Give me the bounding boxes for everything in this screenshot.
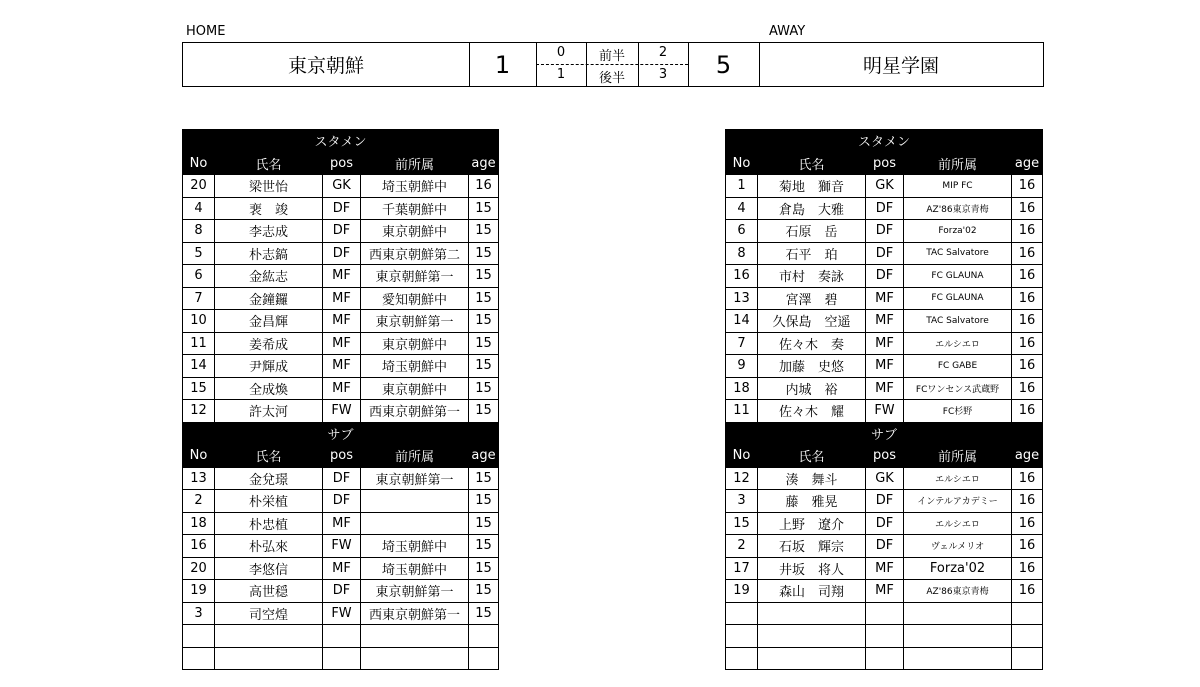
player-age: 16 bbox=[1012, 175, 1043, 198]
first-half-away-score: 2 bbox=[658, 45, 668, 60]
player-number: 3 bbox=[726, 490, 758, 513]
player-former-club: 東京朝鮮第一 bbox=[361, 467, 469, 490]
player-position bbox=[866, 647, 904, 670]
column-header: 氏名 bbox=[758, 152, 866, 175]
player-number: 15 bbox=[183, 377, 215, 400]
subs-title: サブ bbox=[726, 422, 1043, 445]
player-age: 15 bbox=[469, 602, 499, 625]
player-position: GK bbox=[866, 467, 904, 490]
player-name: 久保島 空遥 bbox=[758, 310, 866, 333]
player-age: 16 bbox=[1012, 512, 1043, 535]
second-half-home-score: 1 bbox=[556, 67, 566, 82]
player-position: DF bbox=[323, 197, 361, 220]
player-name: 金紘志 bbox=[215, 265, 323, 288]
player-position: MF bbox=[323, 287, 361, 310]
player-row bbox=[726, 332, 1043, 355]
player-row bbox=[726, 580, 1043, 603]
home-roster-table bbox=[182, 129, 499, 670]
player-row bbox=[726, 400, 1043, 423]
column-header: 氏名 bbox=[758, 445, 866, 468]
player-position: FW bbox=[866, 400, 904, 423]
player-name: 梁世怡 bbox=[215, 175, 323, 198]
player-name: 菊地 獅音 bbox=[758, 175, 866, 198]
column-header: pos bbox=[323, 445, 361, 468]
player-row bbox=[726, 490, 1043, 513]
player-number: 20 bbox=[183, 557, 215, 580]
player-former-club: 埼玉朝鮮中 bbox=[361, 355, 469, 378]
player-former-club: 西東京朝鮮第一 bbox=[361, 602, 469, 625]
player-name bbox=[758, 625, 866, 648]
column-header: 前所属 bbox=[361, 152, 469, 175]
player-position: MF bbox=[323, 332, 361, 355]
player-row bbox=[726, 512, 1043, 535]
player-row bbox=[726, 310, 1043, 333]
player-row bbox=[183, 242, 499, 265]
player-former-club: 東京朝鮮中 bbox=[361, 220, 469, 243]
player-former-club: 千葉朝鮮中 bbox=[361, 197, 469, 220]
player-position: DF bbox=[323, 242, 361, 265]
player-age: 16 bbox=[1012, 242, 1043, 265]
player-position: DF bbox=[323, 467, 361, 490]
column-header: No bbox=[726, 445, 758, 468]
player-number: 11 bbox=[726, 400, 758, 423]
player-age: 16 bbox=[1012, 355, 1043, 378]
player-number: 15 bbox=[726, 512, 758, 535]
player-former-club: 東京朝鮮第一 bbox=[361, 310, 469, 333]
player-position bbox=[323, 625, 361, 648]
player-position: GK bbox=[866, 175, 904, 198]
player-row bbox=[726, 467, 1043, 490]
away-label: AWAY bbox=[769, 24, 806, 39]
player-row bbox=[726, 377, 1043, 400]
player-name: 朴忠植 bbox=[215, 512, 323, 535]
player-age: 16 bbox=[1012, 332, 1043, 355]
player-row bbox=[726, 265, 1043, 288]
player-former-club: 東京朝鮮中 bbox=[361, 377, 469, 400]
player-number: 9 bbox=[726, 355, 758, 378]
player-former-club: 埼玉朝鮮中 bbox=[361, 175, 469, 198]
player-row bbox=[726, 220, 1043, 243]
player-former-club bbox=[361, 647, 469, 670]
player-number: 4 bbox=[183, 197, 215, 220]
player-position: MF bbox=[323, 265, 361, 288]
player-age: 16 bbox=[1012, 535, 1043, 558]
column-header: pos bbox=[866, 152, 904, 175]
player-number bbox=[726, 602, 758, 625]
player-number: 19 bbox=[183, 580, 215, 603]
player-row bbox=[183, 400, 499, 423]
column-header: 前所属 bbox=[361, 445, 469, 468]
player-number: 14 bbox=[726, 310, 758, 333]
player-number: 16 bbox=[183, 535, 215, 558]
player-position bbox=[323, 647, 361, 670]
column-header: No bbox=[183, 445, 215, 468]
player-former-club: 西東京朝鮮第二 bbox=[361, 242, 469, 265]
player-age: 16 bbox=[1012, 400, 1043, 423]
player-row bbox=[183, 265, 499, 288]
column-header: pos bbox=[866, 445, 904, 468]
player-name: 上野 遼介 bbox=[758, 512, 866, 535]
first-half-home-score: 0 bbox=[556, 45, 566, 60]
player-number: 10 bbox=[183, 310, 215, 333]
player-age: 16 bbox=[1012, 377, 1043, 400]
player-age: 16 bbox=[1012, 557, 1043, 580]
player-former-club: TAC Salvatore bbox=[904, 242, 1012, 265]
player-row bbox=[183, 625, 499, 648]
player-former-club: FC杉野 bbox=[904, 400, 1012, 423]
column-header-row bbox=[183, 445, 499, 468]
player-position: DF bbox=[323, 490, 361, 513]
player-number bbox=[726, 625, 758, 648]
player-position: DF bbox=[866, 490, 904, 513]
player-former-club: AZ'86東京青梅 bbox=[904, 580, 1012, 603]
column-header: 氏名 bbox=[215, 152, 323, 175]
player-former-club bbox=[904, 602, 1012, 625]
player-number: 6 bbox=[726, 220, 758, 243]
player-position: FW bbox=[323, 602, 361, 625]
player-name: 内城 裕 bbox=[758, 377, 866, 400]
player-former-club bbox=[361, 490, 469, 513]
player-position: FW bbox=[323, 400, 361, 423]
player-name: 朴志鎬 bbox=[215, 242, 323, 265]
player-name: 許太河 bbox=[215, 400, 323, 423]
player-former-club: 東京朝鮮第一 bbox=[361, 580, 469, 603]
player-row bbox=[183, 175, 499, 198]
player-age: 16 bbox=[1012, 287, 1043, 310]
player-row bbox=[183, 490, 499, 513]
player-age: 16 bbox=[1012, 220, 1043, 243]
player-position: DF bbox=[323, 580, 361, 603]
player-number: 7 bbox=[183, 287, 215, 310]
player-age bbox=[469, 625, 499, 648]
column-header-row bbox=[183, 152, 499, 175]
column-header: age bbox=[1012, 152, 1043, 175]
player-number: 2 bbox=[183, 490, 215, 513]
player-number: 2 bbox=[726, 535, 758, 558]
player-position bbox=[866, 602, 904, 625]
player-position: MF bbox=[866, 332, 904, 355]
player-number bbox=[183, 647, 215, 670]
column-header: age bbox=[469, 152, 499, 175]
player-former-club: エルシエロ bbox=[904, 467, 1012, 490]
home-label: HOME bbox=[186, 24, 226, 39]
player-age bbox=[1012, 625, 1043, 648]
player-number: 4 bbox=[726, 197, 758, 220]
column-header: 前所属 bbox=[904, 152, 1012, 175]
player-position: MF bbox=[866, 355, 904, 378]
player-row bbox=[183, 355, 499, 378]
player-name: 李悠信 bbox=[215, 557, 323, 580]
player-age: 15 bbox=[469, 310, 499, 333]
starters-title: スタメン bbox=[726, 130, 1043, 153]
scoreboard bbox=[182, 42, 1044, 87]
player-former-club: FC GLAUNA bbox=[904, 265, 1012, 288]
player-age: 16 bbox=[1012, 490, 1043, 513]
player-former-club: FC GABE bbox=[904, 355, 1012, 378]
player-number bbox=[183, 625, 215, 648]
player-former-club bbox=[904, 625, 1012, 648]
player-former-club: 埼玉朝鮮中 bbox=[361, 535, 469, 558]
player-number: 7 bbox=[726, 332, 758, 355]
player-age: 15 bbox=[469, 490, 499, 513]
player-age: 16 bbox=[1012, 197, 1043, 220]
player-position: MF bbox=[866, 557, 904, 580]
player-former-club bbox=[904, 647, 1012, 670]
player-row bbox=[726, 625, 1043, 648]
player-former-club: ヴェルメリオ bbox=[904, 535, 1012, 558]
player-position: MF bbox=[323, 512, 361, 535]
player-position: DF bbox=[866, 265, 904, 288]
player-number: 1 bbox=[726, 175, 758, 198]
player-age: 16 bbox=[1012, 265, 1043, 288]
player-position: DF bbox=[323, 220, 361, 243]
player-name: 森山 司翔 bbox=[758, 580, 866, 603]
player-name: 石平 珀 bbox=[758, 242, 866, 265]
player-number: 3 bbox=[183, 602, 215, 625]
first-half-label: 前半 bbox=[598, 49, 625, 64]
player-name: 市村 奏詠 bbox=[758, 265, 866, 288]
player-name: 石原 岳 bbox=[758, 220, 866, 243]
player-name: 湊 舞斗 bbox=[758, 467, 866, 490]
player-name: 朴栄植 bbox=[215, 490, 323, 513]
player-row bbox=[726, 557, 1043, 580]
player-number: 11 bbox=[183, 332, 215, 355]
player-age: 15 bbox=[469, 535, 499, 558]
player-age: 16 bbox=[1012, 310, 1043, 333]
player-number: 8 bbox=[183, 220, 215, 243]
player-row bbox=[183, 310, 499, 333]
player-name: 藤 雅晃 bbox=[758, 490, 866, 513]
player-number: 16 bbox=[726, 265, 758, 288]
player-row bbox=[183, 647, 499, 670]
player-row bbox=[726, 175, 1043, 198]
player-former-club: 愛知朝鮮中 bbox=[361, 287, 469, 310]
player-former-club: FCワンセンス武蔵野 bbox=[904, 377, 1012, 400]
column-header: age bbox=[1012, 445, 1043, 468]
player-former-club: エルシエロ bbox=[904, 332, 1012, 355]
player-age: 15 bbox=[469, 287, 499, 310]
player-position bbox=[866, 625, 904, 648]
player-name: 加藤 史悠 bbox=[758, 355, 866, 378]
away-team-name: 明星学園 bbox=[862, 55, 939, 77]
player-former-club: 埼玉朝鮮中 bbox=[361, 557, 469, 580]
player-position: DF bbox=[866, 512, 904, 535]
player-number: 18 bbox=[183, 512, 215, 535]
player-former-club: エルシエロ bbox=[904, 512, 1012, 535]
player-name: 石坂 輝宗 bbox=[758, 535, 866, 558]
column-header: No bbox=[183, 152, 215, 175]
player-age: 15 bbox=[469, 512, 499, 535]
player-number: 17 bbox=[726, 557, 758, 580]
player-position: MF bbox=[866, 377, 904, 400]
player-age: 15 bbox=[469, 265, 499, 288]
player-former-club: Forza'02 bbox=[904, 220, 1012, 243]
player-row bbox=[183, 197, 499, 220]
column-header: pos bbox=[323, 152, 361, 175]
player-age bbox=[1012, 647, 1043, 670]
player-name: 佐々木 奏 bbox=[758, 332, 866, 355]
player-former-club: AZ'86東京青梅 bbox=[904, 197, 1012, 220]
player-number: 6 bbox=[183, 265, 215, 288]
player-age: 15 bbox=[469, 197, 499, 220]
player-row bbox=[726, 287, 1043, 310]
player-name: 倉島 大雅 bbox=[758, 197, 866, 220]
player-name: 金鐘鑼 bbox=[215, 287, 323, 310]
player-position: MF bbox=[323, 310, 361, 333]
player-name: 全成煥 bbox=[215, 377, 323, 400]
column-header: age bbox=[469, 445, 499, 468]
player-name: 裵 竣 bbox=[215, 197, 323, 220]
player-position: DF bbox=[866, 197, 904, 220]
column-header: 氏名 bbox=[215, 445, 323, 468]
player-row bbox=[183, 332, 499, 355]
player-row bbox=[183, 602, 499, 625]
player-position: DF bbox=[866, 242, 904, 265]
player-row bbox=[183, 377, 499, 400]
player-age bbox=[1012, 602, 1043, 625]
player-age: 16 bbox=[469, 175, 499, 198]
player-name: 金昌輝 bbox=[215, 310, 323, 333]
player-number: 12 bbox=[183, 400, 215, 423]
player-age: 15 bbox=[469, 557, 499, 580]
second-half-label: 後半 bbox=[598, 71, 625, 86]
player-row bbox=[183, 287, 499, 310]
column-header-row bbox=[726, 152, 1043, 175]
player-number: 18 bbox=[726, 377, 758, 400]
column-header-row bbox=[726, 445, 1043, 468]
player-position: MF bbox=[323, 355, 361, 378]
subs-title: サブ bbox=[183, 422, 499, 445]
player-age: 15 bbox=[469, 242, 499, 265]
half-divider bbox=[536, 64, 688, 65]
player-number: 13 bbox=[726, 287, 758, 310]
player-name: 李志成 bbox=[215, 220, 323, 243]
player-row bbox=[726, 535, 1043, 558]
player-age: 15 bbox=[469, 332, 499, 355]
player-number: 8 bbox=[726, 242, 758, 265]
player-age: 15 bbox=[469, 220, 499, 243]
player-former-club: Forza'02 bbox=[904, 557, 1012, 580]
second-half-away-score: 3 bbox=[658, 67, 668, 82]
player-row bbox=[726, 242, 1043, 265]
player-age: 15 bbox=[469, 467, 499, 490]
player-position: FW bbox=[323, 535, 361, 558]
player-number: 19 bbox=[726, 580, 758, 603]
column-header: No bbox=[726, 152, 758, 175]
player-row bbox=[183, 467, 499, 490]
player-former-club: 東京朝鮮第一 bbox=[361, 265, 469, 288]
player-former-club bbox=[361, 625, 469, 648]
player-name: 金兌璟 bbox=[215, 467, 323, 490]
player-row bbox=[183, 557, 499, 580]
player-age: 16 bbox=[1012, 580, 1043, 603]
player-former-club: 東京朝鮮中 bbox=[361, 332, 469, 355]
home-score: 1 bbox=[494, 50, 511, 79]
player-former-club: TAC Salvatore bbox=[904, 310, 1012, 333]
player-row bbox=[726, 647, 1043, 670]
player-age: 16 bbox=[1012, 467, 1043, 490]
player-name bbox=[758, 647, 866, 670]
away-roster-table bbox=[725, 129, 1043, 670]
player-name: 井坂 将人 bbox=[758, 557, 866, 580]
player-age bbox=[469, 647, 499, 670]
player-row bbox=[183, 220, 499, 243]
away-score: 5 bbox=[715, 50, 732, 79]
player-name: 高世穏 bbox=[215, 580, 323, 603]
player-number bbox=[726, 647, 758, 670]
player-name: 宮澤 碧 bbox=[758, 287, 866, 310]
player-number: 5 bbox=[183, 242, 215, 265]
player-position: MF bbox=[866, 310, 904, 333]
player-former-club bbox=[361, 512, 469, 535]
player-number: 20 bbox=[183, 175, 215, 198]
player-age: 15 bbox=[469, 355, 499, 378]
player-former-club: MIP FC bbox=[904, 175, 1012, 198]
player-row bbox=[183, 512, 499, 535]
player-name: 司空煌 bbox=[215, 602, 323, 625]
player-former-club: FC GLAUNA bbox=[904, 287, 1012, 310]
player-name: 尹輝成 bbox=[215, 355, 323, 378]
player-position: MF bbox=[323, 557, 361, 580]
player-name: 姜希成 bbox=[215, 332, 323, 355]
player-position: DF bbox=[866, 535, 904, 558]
home-team-name: 東京朝鮮 bbox=[287, 55, 364, 77]
player-name: 朴弘來 bbox=[215, 535, 323, 558]
player-age: 15 bbox=[469, 580, 499, 603]
starters-title: スタメン bbox=[183, 130, 499, 153]
player-position: MF bbox=[323, 377, 361, 400]
player-name bbox=[215, 625, 323, 648]
player-number: 14 bbox=[183, 355, 215, 378]
player-position: DF bbox=[866, 220, 904, 243]
player-row bbox=[726, 197, 1043, 220]
player-row bbox=[726, 355, 1043, 378]
player-former-club: 西東京朝鮮第一 bbox=[361, 400, 469, 423]
player-age: 15 bbox=[469, 400, 499, 423]
player-position: MF bbox=[866, 287, 904, 310]
player-former-club: インテルアカデミー bbox=[904, 490, 1012, 513]
player-age: 15 bbox=[469, 377, 499, 400]
column-header: 前所属 bbox=[904, 445, 1012, 468]
player-name bbox=[215, 647, 323, 670]
player-position: GK bbox=[323, 175, 361, 198]
player-name: 佐々木 耀 bbox=[758, 400, 866, 423]
player-position: MF bbox=[866, 580, 904, 603]
player-number: 12 bbox=[726, 467, 758, 490]
player-row bbox=[183, 580, 499, 603]
player-row bbox=[726, 602, 1043, 625]
player-row bbox=[183, 535, 499, 558]
player-name bbox=[758, 602, 866, 625]
player-number: 13 bbox=[183, 467, 215, 490]
